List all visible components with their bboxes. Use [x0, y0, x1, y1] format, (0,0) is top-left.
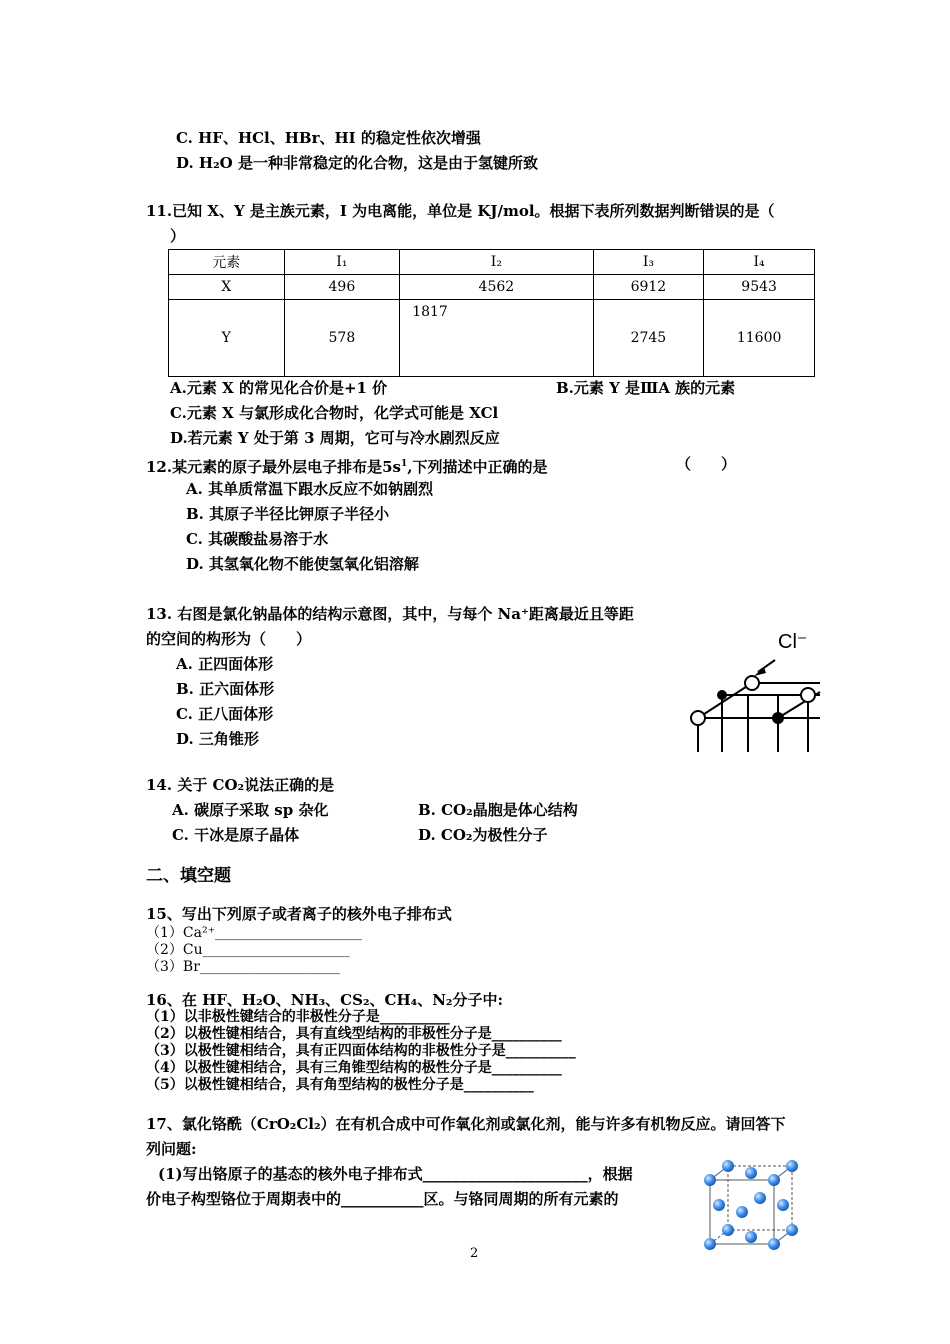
q13-option-b: B. 正六面体形 [176, 680, 275, 698]
table-header-cell: I₄ [704, 250, 815, 275]
q11-option-b: B.元素 Y 是ⅢA 族的元素 [556, 379, 736, 397]
q13-stem-line1: 13. 右图是氯化钠晶体的结构示意图，其中，与每个 Na⁺距离最近且等距 [146, 605, 634, 623]
table-cell: 1817 [400, 300, 593, 377]
q14-option-c: C. 干冰是原子晶体 [172, 826, 300, 844]
q15-item-3: （3）Br____________________ [146, 959, 340, 975]
q15-stem: 15、写出下列原子或者离子的核外电子排布式 [146, 905, 452, 923]
q15-item-1: （1）Ca²⁺_____________________ [146, 925, 362, 941]
ionization-energy-table [168, 249, 815, 377]
table-cell: 11600 [704, 300, 815, 377]
q11-stem: 11.已知 X、Y 是主族元素，I 为电离能，单位是 KJ/mol。根据下表所列数据判断错误的是（ [146, 202, 775, 220]
q16-item-4: （4）以极性键相结合，具有三角锥型结构的极性分子是__________ [146, 1060, 562, 1076]
q12-option-a: A. 其单质常温下跟水反应不如钠剧烈 [186, 480, 434, 498]
q14-option-a: A. 碳原子采取 sp 杂化 [172, 801, 329, 819]
q14-option-d: D. CO₂为极性分子 [418, 826, 548, 844]
q10-option-c: C. HF、HCl、HBr、HI 的稳定性依次增强 [176, 129, 481, 147]
q16-item-3: （3）以极性键相结合，具有正四面体结构的非极性分子是__________ [146, 1043, 576, 1059]
q17-part1-line2: 价电子构型铬位于周期表中的___________区。与铬同周期的所有元素的 [146, 1190, 619, 1208]
q12-option-b: B. 其原子半径比钾原子半径小 [186, 505, 390, 523]
nacl-crystal-figure [660, 600, 825, 755]
cl-ion [745, 676, 759, 690]
q11-option-c: C.元素 X 与氯形成化合物时，化学式可能是 XCl [170, 404, 499, 422]
table-header-cell: I₂ [400, 250, 593, 275]
q14-option-b: B. CO₂晶胞是体心结构 [418, 801, 578, 819]
table-cell: 9543 [704, 275, 815, 300]
q17-stem-line2: 列问题: [146, 1140, 197, 1158]
fcc-crystal-figure [700, 1158, 805, 1254]
q12-stem-post: ,下列描述中正确的是 [407, 458, 548, 476]
q12-option-d: D. 其氢氧化物不能使氢氧化铝溶解 [186, 555, 419, 573]
q16-item-5: （5）以极性键相结合，具有角型结构的极性分子是__________ [146, 1077, 534, 1093]
q12-answer-paren: （ ） [676, 455, 737, 473]
q13-option-c: C. 正八面体形 [176, 705, 274, 723]
page-number: 2 [470, 1246, 479, 1261]
table-header-cell: I₃ [593, 250, 704, 275]
q12-stem-sup: 1 [400, 459, 408, 469]
arrow-head [754, 667, 766, 676]
table-cell: 578 [284, 300, 400, 377]
table-cell: 496 [284, 275, 400, 300]
table-row [169, 275, 815, 300]
table-cell: 4562 [400, 275, 593, 300]
q13-stem-line2: 的空间的构形为（ ） [146, 630, 312, 648]
table-header-cell: I₁ [284, 250, 400, 275]
q16-item-1: （1）以非极性键结合的非极性分子是__________ [146, 1009, 450, 1025]
cl-ion [691, 711, 705, 725]
na-ion [772, 712, 784, 724]
na-ion [717, 690, 727, 700]
cl-ion [801, 688, 815, 702]
q12-option-c: C. 其碳酸盐易溶于水 [186, 530, 329, 548]
table-cell: 6912 [593, 275, 704, 300]
q13-option-a: A. 正四面体形 [176, 655, 274, 673]
table-cell: X [169, 275, 285, 300]
table-header-cell: 元素 [169, 250, 285, 275]
table-cell: Y [169, 300, 285, 377]
table-header-row [169, 250, 815, 275]
q15-item-2: （2）Cu_____________________ [146, 942, 350, 958]
q10-option-d: D. H₂O 是一种非常稳定的化合物，这是由于氢键所致 [176, 154, 538, 172]
q11-stem-close: ） [170, 227, 186, 245]
q14-stem: 14. 关于 CO₂说法正确的是 [146, 776, 335, 794]
q17-stem-line1: 17、氯化铬酰（CrO₂Cl₂）在有机合成中可作氧化剂或氯化剂，能与许多有机物反应。请回答下 [146, 1115, 786, 1133]
q11-option-d: D.若元素 Y 处于第 3 周期，它可与冷水剧烈反应 [170, 429, 500, 447]
q12-stem [146, 454, 547, 477]
table-row [169, 300, 815, 377]
figure-label-cl: Cl⁻ [778, 631, 808, 653]
q17-part1-line1: (1)写出铬原子的基态的核外电子排布式______________________，根据 [158, 1165, 633, 1183]
section-title: 二、填空题 [146, 866, 231, 886]
q12-stem-pre: 12.某元素的原子最外层电子排布是5s [146, 458, 401, 476]
q16-item-2: （2）以极性键相结合，具有直线型结构的非极性分子是__________ [146, 1026, 562, 1042]
q13-option-d: D. 三角锥形 [176, 730, 259, 748]
q16-stem: 16、在 HF、H₂O、NH₃、CS₂、CH₄、N₂分子中: [146, 991, 504, 1009]
q11-option-a: A.元素 X 的常见化合价是+1 价 [170, 379, 388, 397]
table-cell: 2745 [593, 300, 704, 377]
